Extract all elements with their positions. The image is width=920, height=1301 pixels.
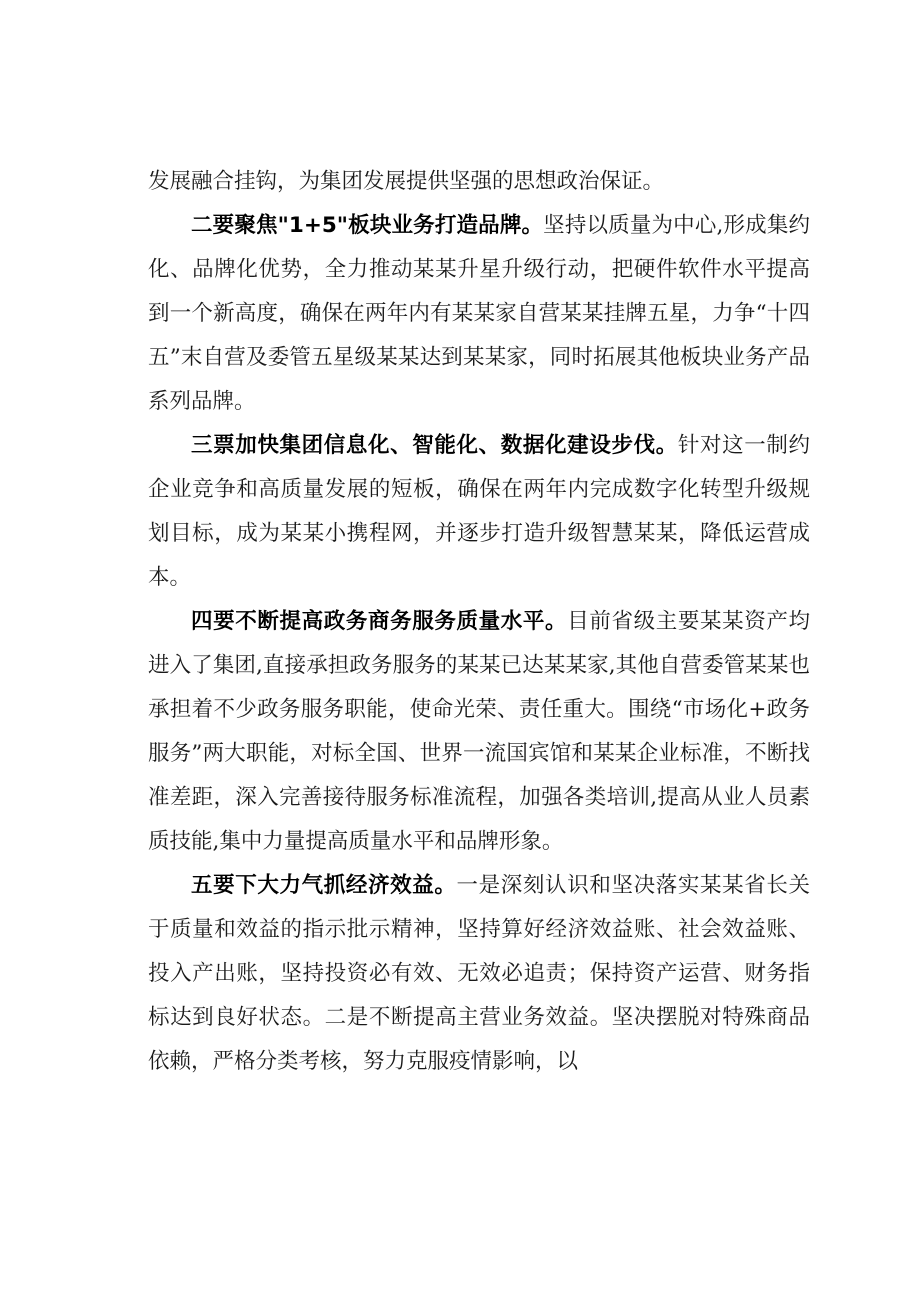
paragraph-2 [148,204,810,424]
paragraph-3 [148,424,810,600]
paragraph-5 [148,864,810,1084]
paragraph-4-text: 目前省级主要某某资产均进入了集团,直接承担政务服务的某某已达某某家,其他自营委管某某也承担着不少政务服务职能，使命光荣、责任重大。围绕“市场化+政务服务”两大职能，对标全国、世界一流国宾馆和某某企业标准，不断找准差距，深入完善接待服务标准流程，加强各类培训,提高从业人员素质技能,集中力量提高质量水平和品牌形象。 [148,609,810,854]
paragraph-5-heading: 五要下大力气抓经济效益。 [191,873,457,898]
paragraph-2-heading: 二要聚焦"1+5"板块业务打造品牌。 [191,213,544,238]
paragraph-3-text: 针对这一制约企业竞争和高质量发展的短板，确保在两年内完成数字化转型升级规划目标，成为某某小携程网，并逐步打造升级智慧某某，降低运营成本。 [148,433,810,590]
paragraph-2-text: 坚持以质量为中心,形成集约化、品牌化优势，全力推动某某升星升级行动，把硬件软件水平提高到一个新高度，确保在两年内有某某家自营某某挂牌五星，力争“十四五”末自营及委管五星级某某达到某某家，同时拓展其他板块业务产品系列品牌。 [148,213,810,414]
paragraph-3-heading: 三票加快集团信息化、智能化、数据化建设步伐。 [191,433,678,458]
paragraph-1-text: 发展融合挂钩，为集团发展提供坚强的思想政治保证。 [148,169,665,194]
paragraph-4-heading: 四要不断提高政务商务服务质量水平。 [191,609,568,634]
paragraph-5-text: 一是深刻认识和坚决落实某某省长关于质量和效益的指示批示精神，坚持算好经济效益账、社会效益账、投入产出账，坚持投资必有效、无效必追责；保持资产运营、财务指标达到良好状态。二是不断提高主营业务效益。坚决摆脱对特殊商品依赖，严格分类考核，努力克服疫情影响，以 [148,873,810,1074]
document-body [148,160,810,1084]
paragraph-4 [148,600,810,864]
paragraph-1 [148,160,810,204]
